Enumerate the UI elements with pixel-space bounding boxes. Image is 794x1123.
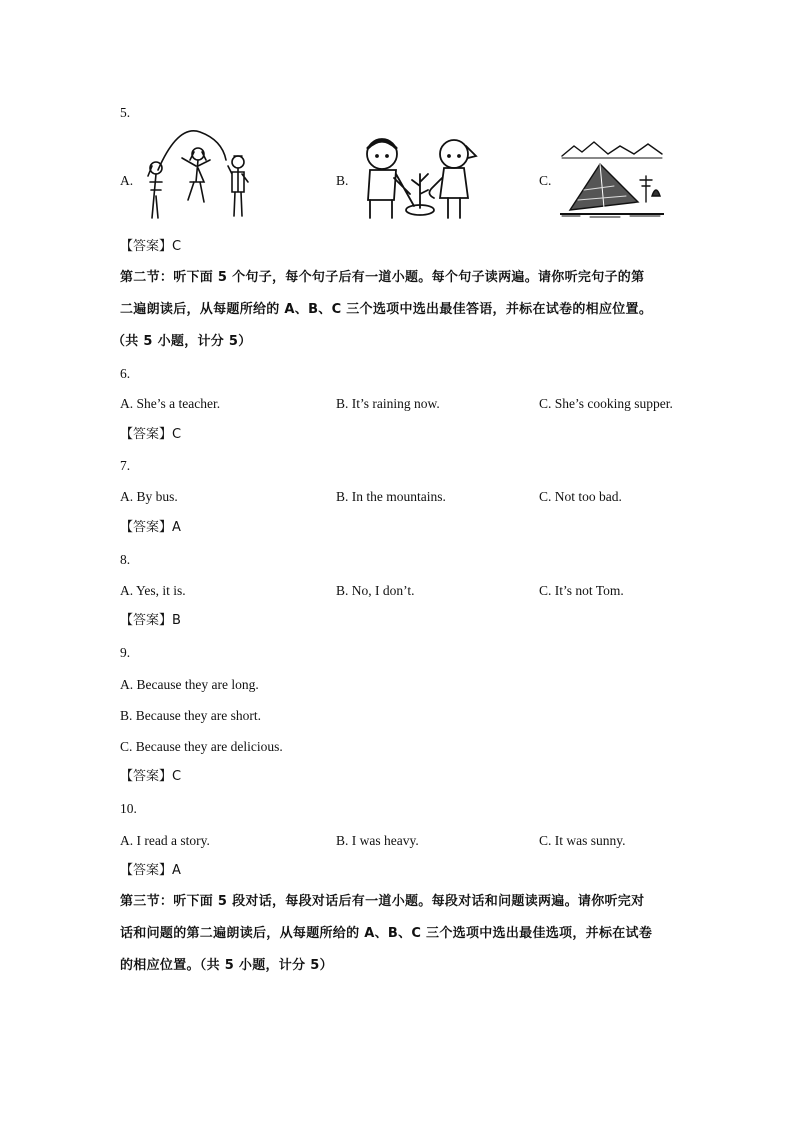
question-7-option-a: A. By bus. (120, 489, 178, 504)
jump-rope-picture (138, 130, 256, 226)
section-2-instructions-line-2: 二遍朗读后，从每题所给的 A、B、C 三个选项中选出最佳答语，并标在试卷的相应位置。 (120, 302, 653, 317)
question-7-option-b: B. In the mountains. (336, 489, 446, 504)
question-6-option-a: A. She’s a teacher. (120, 396, 221, 411)
tent-picture (560, 140, 664, 218)
section-3-instructions-line-2: 话和问题的第二遍朗读后，从每题所给的 A、B、C 三个选项中选出最佳选项，并标在试卷 (120, 926, 653, 941)
question-5-answer: 【答案】C (120, 239, 182, 254)
section-3-instructions-line-3: 的相应位置。（共 5 小题，计分 5） (120, 958, 333, 973)
question-8-option-b: B. No, I don’t. (336, 583, 415, 598)
section-2-instructions-line-1: 第二节：听下面 5 个句子，每个句子后有一道小题。每个句子读两遍。请你听完句子的第 (120, 270, 645, 285)
question-5-option-a-label: A. (120, 173, 134, 188)
question-5-option-b-label: B. (336, 173, 349, 188)
question-9-option-c: C. Because they are delicious. (120, 739, 283, 754)
question-10-option-c: C. It was sunny. (539, 833, 626, 848)
question-8-number: 8. (120, 552, 131, 567)
question-6-answer: 【答案】C (120, 427, 182, 442)
question-9-option-b: B. Because they are short. (120, 708, 261, 723)
question-5-option-c-label: C. (539, 173, 552, 188)
question-9-option-a: A. Because they are long. (120, 677, 259, 692)
planting-tree-picture (356, 134, 482, 224)
question-6-option-b: B. It’s raining now. (336, 396, 440, 411)
question-8-option-a: A. Yes, it is. (120, 583, 186, 598)
question-6-option-c: C. She’s cooking supper. (539, 396, 673, 411)
question-8-option-c: C. It’s not Tom. (539, 583, 624, 598)
question-6-number: 6. (120, 366, 131, 381)
question-9-number: 9. (120, 645, 131, 660)
question-7-answer: 【答案】A (120, 520, 181, 535)
question-10-number: 10. (120, 801, 137, 816)
question-7-number: 7. (120, 458, 131, 473)
question-9-answer: 【答案】C (120, 769, 182, 784)
section-3-instructions-line-1: 第三节：听下面 5 段对话，每段对话后有一道小题。每段对话和问题读两遍。请你听完对 (120, 894, 645, 909)
question-10-option-a: A. I read a story. (120, 833, 210, 848)
question-10-answer: 【答案】A (120, 863, 181, 878)
question-10-option-b: B. I was heavy. (336, 833, 419, 848)
section-2-instructions-line-3: （共 5 小题，计分 5） (112, 334, 252, 349)
question-7-option-c: C. Not too bad. (539, 489, 622, 504)
question-5-number: 5. (120, 105, 131, 120)
question-8-answer: 【答案】B (120, 613, 181, 628)
